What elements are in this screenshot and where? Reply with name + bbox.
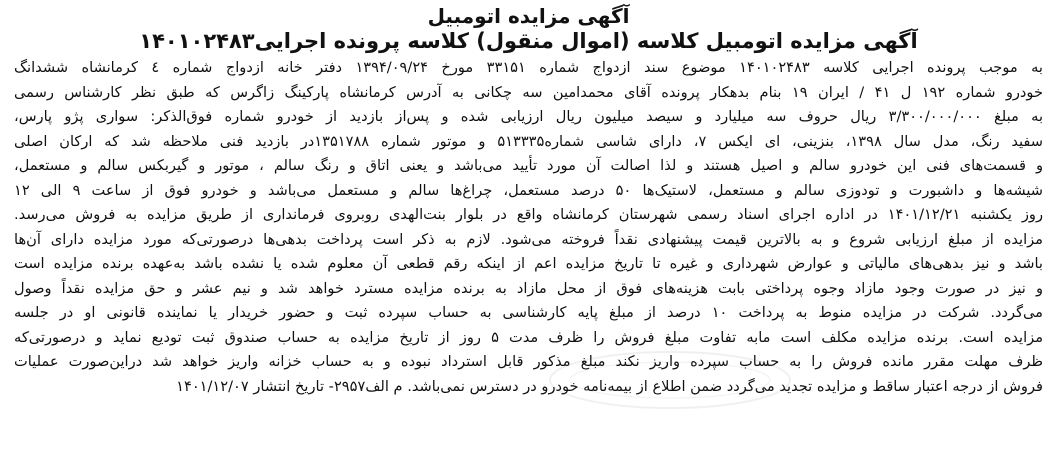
notice-line: به مبلغ ۳/۳۰۰/۰۰۰/۰۰۰ ریال حروف سه میلیارد و سیصد میلیون ریال ارزیابی شده و پس‌از بازدید از خودرو شماره فوق‌الذکر: سواری پژو پارس، xyxy=(14,108,1043,125)
notice-line: خودرو شماره ۱۹۲ ل ۴۱ / ایران ۱۹ بنام بدهکار پرونده آقای محمدامین سه چکانی به آدرس کرمانشاه پارکینگ زاگرس که طبق نظر کارشناس رسمی xyxy=(14,83,1043,101)
notice-line: باشد و نیز بدهی‌های مالیاتی و عوارض شهرداری و غیره تا تاریخ مزایده اعم از اینکه رقم قطعی آن معلوم شده یا نشده باشد به‌عهده برنده مزایده است xyxy=(14,255,1043,272)
notice-line: مزایده است. برنده مزایده مکلف است مابه تفاوت مبلغ فروش را ظرف مدت ۵ روز از تاریخ مزایده به حساب صندوق ثبت تودیع نماید و درصورتی‌که xyxy=(14,328,1043,346)
notice-line: به موجب پرونده اجرایی کلاسه ۱۴۰۱۰۲۴۸۳ موضوع سند ازدواج شماره ۳۳۱۵۱ مورخ ۱۳۹۴/۰۹/۲۴ دفتر خانه ازدواج شماره ٤ کرمانشاه ششدانگ xyxy=(14,59,1043,76)
notice-line: سفید رنگ، مدل سال ۱۳۹۸، بنزینی، ای ایکس ۷، دارای شاسی شماره۵۱۳۳۳۵ و موتور شماره ۱۳۵۱۷۸۸در بازدید فنی ملاحظه شد که ارکان اصلی xyxy=(14,132,1043,150)
notice-subtitle: آگهی مزایده اتومبیل کلاسه (اموال منقول) کلاسه پرونده اجرایی۱۴۰۱۰۲۴۸۳ xyxy=(139,29,918,53)
notice-line: ظرف مهلت مقرر مانده فروش را به حساب سپرده واریز نکند مبلغ مذکور قابل استرداد نبوده و به حساب خزانه واریز خواهد شد دراین‌صورت عملیات xyxy=(14,353,1043,370)
notice-line: و قسمت‌های فنی این خودرو سالم و اصیل هستند و لذا اصالت آن مورد تأیید می‌باشد و یعنی اتاق و رنگ سالم ، موتور و گیربکس سالم و مستعمل، xyxy=(14,157,1043,174)
notice-line: و نیز در صورت وجود مازاد وجوه پرداختی بابت هزینه‌های فوق از محل مازاد به برنده مزایده مسترد خواهد شد و نیم عشر و حق مزایده نقداً وصول xyxy=(14,279,1043,297)
notice-title: آگهی مزایده اتومبیل xyxy=(427,4,630,28)
notice-body xyxy=(14,56,1043,399)
notice-line: شیشه‌ها و داشبورت و تودوزی سالم و مستعمل، لاستیک‌ها ۵۰ درصد مستعمل، چراغ‌ها سالم و مستعمل می‌باشد و خودرو فوق از ساعت ۹ الی ۱۲ xyxy=(14,181,1043,199)
notice-line: مزایده از مبلغ ارزیابی شروع و به بالاترین قیمت پیشنهادی نقداً فروخته می‌شود. لازم به ذکر است پرداخت بدهی‌ها درصورتی‌که مورد مزایده دارای آن‌ها xyxy=(14,230,1043,248)
notice-line-last: فروش از درجه اعتبار ساقط و مزایده تجدید می‌گردد ضمن اطلاع از بیمه‌نامه خودرو در دسترس نمی‌باشد. م الف۲۹۵۷- تاریخ انتشار ۱۴۰۱/۱۲/۰۷ xyxy=(176,377,1043,395)
notice-line: روز یکشنبه ۱۴۰۱/۱۲/۲۱ در اداره اجرای اسناد رسمی شهرستان کرمانشاه واقع در بلوار بنت‌الهدی روبروی فرمانداری از طریق مزایده به فروش می‌رسد. xyxy=(14,206,1043,223)
notice-line: می‌گردد. شرکت در مزایده منوط به پرداخت ۱۰ درصد از مبلغ پایه کارشناسی به حساب سپرده ثبت و حضور خریدار یا نماینده قانونی او در جلسه xyxy=(14,304,1043,321)
